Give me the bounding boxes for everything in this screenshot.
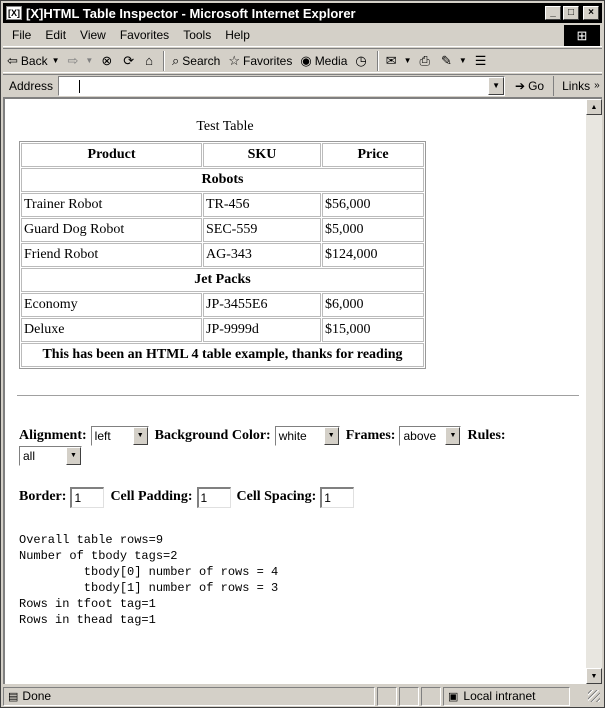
- table-cell: Deluxe: [21, 318, 202, 342]
- chevron-down-icon[interactable]: ▼: [403, 56, 412, 65]
- title-bar[interactable]: [3, 3, 602, 23]
- table-footer: This has been an HTML 4 table example, thanks for reading: [21, 343, 424, 367]
- table-header-row: [21, 143, 424, 167]
- menu-view[interactable]: View: [80, 28, 106, 42]
- group-title: Robots: [21, 168, 424, 192]
- security-zone-text: Local intranet: [463, 689, 536, 703]
- history-icon: ◷: [355, 52, 367, 68]
- page-viewport: [3, 97, 602, 684]
- table-cell: Trainer Robot: [21, 193, 202, 217]
- frames-select[interactable]: [399, 426, 461, 446]
- group-title: Jet Packs: [21, 268, 424, 292]
- border-label: Border:: [19, 489, 67, 504]
- table-row: [21, 243, 424, 267]
- windows-logo-icon: ⊞: [564, 25, 600, 46]
- status-text: Done: [22, 689, 52, 703]
- home-icon: ⌂: [145, 53, 154, 68]
- favorites-button[interactable]: [224, 50, 296, 72]
- divider: [17, 395, 579, 397]
- toolbar-separator: [163, 51, 165, 71]
- go-button[interactable]: [505, 79, 549, 93]
- favorites-label: Favorites: [242, 53, 293, 68]
- status-panel: [421, 687, 441, 706]
- minimize-button[interactable]: _: [545, 6, 561, 20]
- table-controls: [19, 425, 579, 508]
- page-icon: ▤: [8, 690, 19, 703]
- group-header-row: [21, 168, 424, 192]
- media-button[interactable]: [296, 50, 351, 72]
- background-color-label: Background Color:: [154, 428, 271, 443]
- forward-button[interactable]: [64, 50, 98, 72]
- status-text-panel: [3, 687, 375, 706]
- search-icon: ⌕: [172, 52, 180, 68]
- back-label: Back: [20, 53, 48, 68]
- table-cell: Guard Dog Robot: [21, 218, 202, 242]
- report-line: Rows in thead tag=1: [19, 613, 156, 627]
- alignment-label: Alignment:: [19, 428, 87, 443]
- scroll-up-button[interactable]: ▲: [586, 99, 602, 115]
- vertical-scrollbar[interactable]: [586, 99, 602, 684]
- alignment-select[interactable]: [91, 426, 149, 446]
- search-button[interactable]: [168, 50, 224, 72]
- chevron-down-icon[interactable]: ▼: [445, 427, 460, 445]
- rules-select[interactable]: [19, 446, 82, 466]
- status-panel: [377, 687, 397, 706]
- stop-icon: ⊗: [101, 52, 113, 68]
- mail-icon: ✉: [385, 52, 397, 68]
- print-icon: ⎙: [419, 52, 430, 68]
- rules-value: all: [23, 449, 36, 463]
- media-icon: ◉: [300, 52, 312, 68]
- address-input[interactable]: [58, 76, 505, 96]
- column-header: SKU: [203, 143, 321, 167]
- table-row: [21, 318, 424, 342]
- address-bar: [3, 74, 602, 96]
- cell-spacing-label: Cell Spacing:: [236, 489, 317, 504]
- cell-spacing-input[interactable]: 1: [320, 487, 354, 508]
- group-header-row: [21, 268, 424, 292]
- table-cell: SEC-559: [203, 218, 321, 242]
- report-line: Rows in tfoot tag=1: [19, 597, 156, 611]
- table-cell: $5,000: [322, 218, 424, 242]
- discuss-button[interactable]: [471, 50, 494, 72]
- history-button[interactable]: [351, 50, 373, 72]
- back-arrow-icon: ⇦: [7, 52, 18, 68]
- links-label: Links: [562, 78, 591, 93]
- report-line: Overall table rows=9: [19, 533, 164, 547]
- window-title: [X]HTML Table Inspector - Microsoft Internet Explorer: [26, 5, 356, 21]
- table-caption: Test Table: [196, 119, 254, 134]
- intranet-icon: ▣: [448, 690, 459, 703]
- table-footer-row: [21, 343, 424, 367]
- menu-edit[interactable]: Edit: [45, 28, 67, 42]
- refresh-button[interactable]: [119, 50, 141, 72]
- chevron-down-icon[interactable]: ▼: [85, 56, 94, 65]
- status-bar: [3, 685, 602, 707]
- app-icon: [X]: [8, 8, 20, 18]
- report-line: tbody[0] number of rows = 4: [19, 565, 279, 579]
- chevron-down-icon[interactable]: ▼: [488, 77, 504, 95]
- toolbar-separator: [377, 51, 379, 71]
- mail-button[interactable]: [382, 50, 416, 72]
- background-color-select[interactable]: [275, 426, 340, 446]
- links-button[interactable]: [553, 76, 600, 96]
- report-line: Number of tbody tags=2: [19, 549, 178, 563]
- alignment-value: left: [94, 429, 111, 443]
- background-color-value: white: [278, 429, 307, 443]
- menu-favorites[interactable]: Favorites: [119, 28, 170, 42]
- chevron-down-icon[interactable]: ▼: [458, 56, 467, 65]
- frames-label: Frames:: [345, 428, 396, 443]
- address-label: Address: [9, 78, 54, 93]
- forward-arrow-icon: ⇨: [67, 52, 79, 68]
- table-cell: JP-3455E6: [203, 293, 321, 317]
- table-cell: AG-343: [203, 243, 321, 267]
- table-row: [21, 218, 424, 242]
- border-input[interactable]: 1: [70, 487, 104, 508]
- home-button[interactable]: [141, 50, 160, 72]
- chevron-down-icon[interactable]: ▼: [66, 447, 81, 465]
- chevron-right-icon: »: [594, 80, 600, 91]
- edit-button[interactable]: [437, 50, 471, 72]
- media-label: Media: [314, 53, 348, 68]
- table-cell: $124,000: [322, 243, 424, 267]
- go-label: Go: [528, 78, 545, 93]
- frames-value: above: [403, 429, 437, 443]
- column-header: Price: [322, 143, 424, 167]
- table-cell: $15,000: [322, 318, 424, 342]
- chevron-down-icon[interactable]: ▼: [51, 56, 60, 65]
- table-cell: Economy: [21, 293, 202, 317]
- table-cell: Friend Robot: [21, 243, 202, 267]
- cell-padding-input[interactable]: 1: [197, 487, 231, 508]
- scroll-down-button[interactable]: ▼: [586, 668, 602, 684]
- page-content: [5, 99, 585, 684]
- menu-file[interactable]: File: [12, 28, 32, 42]
- table-row: [21, 193, 424, 217]
- table-cell: TR-456: [203, 193, 321, 217]
- stop-button[interactable]: [97, 50, 119, 72]
- table-cell: JP-9999d: [203, 318, 321, 342]
- resize-grip[interactable]: [588, 690, 600, 702]
- menu-bar: [3, 24, 602, 47]
- menu-help[interactable]: Help: [225, 28, 250, 42]
- chevron-down-icon[interactable]: ▼: [133, 427, 148, 445]
- maximize-button[interactable]: □: [563, 6, 579, 20]
- toolbar: [3, 48, 602, 73]
- security-zone-panel: [443, 687, 570, 706]
- text-caret: [79, 80, 80, 93]
- rules-label: Rules:: [467, 428, 506, 443]
- menu-tools[interactable]: Tools: [183, 28, 212, 42]
- search-label: Search: [182, 53, 221, 68]
- cell-padding-label: Cell Padding:: [110, 489, 193, 504]
- report-line: tbody[1] number of rows = 3: [19, 581, 279, 595]
- test-table: [19, 141, 426, 369]
- close-button[interactable]: ×: [583, 6, 599, 20]
- print-button[interactable]: [416, 50, 437, 72]
- status-panel: [399, 687, 419, 706]
- table-cell: $56,000: [322, 193, 424, 217]
- go-arrow-icon: ➔: [515, 78, 526, 93]
- refresh-icon: ⟳: [123, 52, 135, 68]
- table-report: [19, 532, 278, 628]
- chevron-down-icon[interactable]: ▼: [324, 427, 339, 445]
- favorites-icon: ☆: [228, 52, 240, 68]
- table-cell: $6,000: [322, 293, 424, 317]
- discuss-icon: ☰: [474, 52, 487, 68]
- column-header: Product: [21, 143, 202, 167]
- back-button[interactable]: [3, 50, 64, 72]
- table-row: [21, 293, 424, 317]
- edit-icon: ✎: [440, 52, 452, 68]
